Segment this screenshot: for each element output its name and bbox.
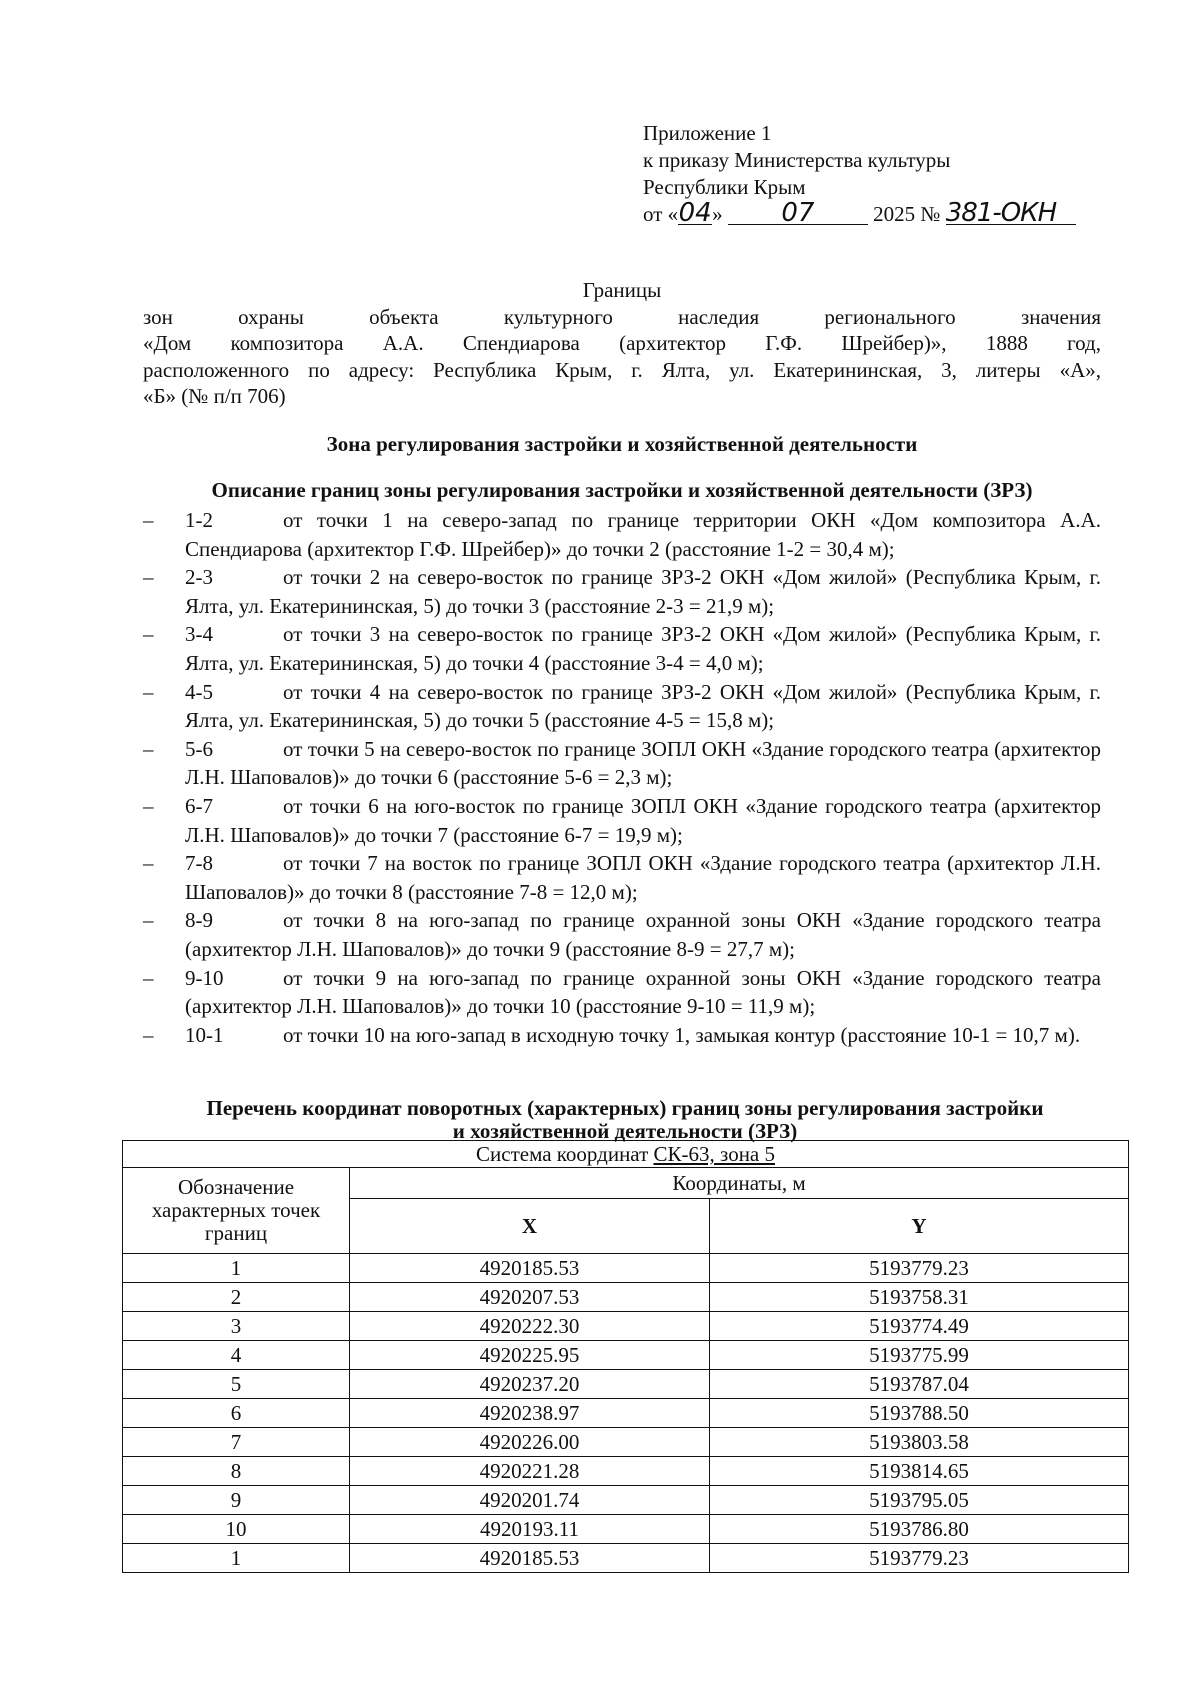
point-cell: 9 — [123, 1486, 350, 1515]
table-row — [123, 1428, 1129, 1457]
point-cell: 7 — [123, 1428, 350, 1457]
appendix-label: Приложение 1 — [643, 121, 772, 145]
x-cell: 4920201.74 — [350, 1486, 710, 1515]
segment-description: от точки 6 на юго-восток по границе ЗОПЛ ОКН «Здание городского театра (архитектор Л.Н. Шаповалов)» до точки 7 (расстояние 6-7 = 19,9 м); — [185, 793, 1101, 847]
segment-description: от точки 3 на северо-восток по границе ЗРЗ-2 ОКН «Дом жилой» (Республика Крым, г. Ялта, ул. Екатерининская, 5) до точки 4 (расстояние 3-4 = 4,0 м); — [185, 622, 1101, 675]
dash-bullet: – — [143, 851, 154, 876]
segment-id: 3-4 — [185, 622, 213, 647]
point-cell: 8 — [123, 1457, 350, 1486]
boundary-segments-list — [143, 506, 1101, 1049]
segment-description: от точки 2 на северо-восток по границе ЗРЗ-2 ОКН «Дом жилой» (Республика Крым, г. Ялта, ул. Екатерининская, 5) до точки 3 (расстояние 2-3 = 21,9 м); — [185, 565, 1101, 618]
y-cell: 5193803.58 — [710, 1428, 1129, 1457]
point-cell: 5 — [123, 1370, 350, 1399]
x-cell: 4920238.97 — [350, 1399, 710, 1428]
segment-description: от точки 5 на северо-восток по границе ЗОПЛ ОКН «Здание городского театра (архитектор Л.Н. Шаповалов)» до точки 6 (расстояние 5-6 = 2,3 м); — [185, 736, 1101, 790]
point-cell: 6 — [123, 1399, 350, 1428]
table-title-line: Перечень координат поворотных (характерных) границ зоны регулирования застройки — [206, 1096, 1044, 1120]
y-cell: 5193787.04 — [710, 1370, 1129, 1399]
y-cell: 5193786.80 — [710, 1515, 1129, 1544]
x-cell: 4920185.53 — [350, 1254, 710, 1283]
dash-bullet: – — [143, 508, 154, 532]
table-row — [123, 1254, 1129, 1283]
approval-block — [643, 120, 1076, 228]
coordinate-system-name: СК-63, зона 5 — [653, 1142, 776, 1166]
dash-bullet: – — [143, 736, 154, 761]
y-cell: 5193795.05 — [710, 1486, 1129, 1515]
order-year: 2025 № — [873, 202, 941, 226]
x-cell: 4920225.95 — [350, 1341, 710, 1370]
dash-bullet: – — [143, 965, 154, 990]
list-item — [143, 1021, 1101, 1050]
segment-id: 1-2 — [185, 508, 213, 532]
y-column-header: Y — [710, 1199, 1129, 1254]
point-cell: 10 — [123, 1515, 350, 1544]
table-row — [123, 1457, 1129, 1486]
y-cell: 5193788.50 — [710, 1399, 1129, 1428]
segment-id: 2-3 — [185, 565, 213, 590]
point-cell: 1 — [123, 1544, 350, 1573]
segment-description: от точки 1 на северо-запад по границе территории ОКН «Дом композитора А.А. Спендиарова (архитектор Г.Ф. Шрейбер)» до точки 2 (расстояние 1-2 = 30,4 м); — [185, 508, 1101, 561]
y-cell: 5193779.23 — [710, 1544, 1129, 1573]
segment-description: от точки 8 на юго-запад по границе охранной зоны ОКН «Здание городского театра (архитектор Л.Н. Шаповалов)» до точки 9 (расстояние 8-9 = 27,7 м); — [185, 908, 1101, 961]
list-item — [143, 506, 1101, 563]
segment-id: 5-6 — [185, 736, 213, 761]
coordinates-table — [122, 1140, 1129, 1573]
x-cell: 4920221.28 — [350, 1457, 710, 1486]
dash-bullet: – — [143, 622, 154, 647]
date-quote: » — [712, 202, 723, 226]
point-cell: 4 — [123, 1341, 350, 1370]
list-item — [143, 563, 1101, 620]
table-row — [123, 1486, 1129, 1515]
coordinates-column-header: Координаты, м — [350, 1168, 1129, 1199]
segment-id: 7-8 — [185, 851, 213, 876]
order-reference: к приказу Министерства культуры — [643, 148, 951, 172]
segment-id: 10-1 — [185, 1022, 224, 1047]
region-name: Республики Крым — [643, 175, 806, 199]
list-item — [143, 849, 1101, 906]
y-cell: 5193775.99 — [710, 1341, 1129, 1370]
y-cell: 5193774.49 — [710, 1312, 1129, 1341]
list-item — [143, 792, 1101, 849]
x-cell: 4920237.20 — [350, 1370, 710, 1399]
intro-line: «Б» (№ п/п 706) — [143, 383, 286, 408]
y-cell: 5193779.23 — [710, 1254, 1129, 1283]
table-row — [123, 1544, 1129, 1573]
dash-bullet: – — [143, 679, 154, 704]
table-row — [123, 1283, 1129, 1312]
table-row — [123, 1341, 1129, 1370]
intro-paragraph — [143, 304, 1101, 409]
coordinates-table-title — [122, 1097, 1128, 1143]
point-cell: 2 — [123, 1283, 350, 1312]
table-row — [123, 1312, 1129, 1341]
segment-description: от точки 4 на северо-восток по границе ЗРЗ-2 ОКН «Дом жилой» (Республика Крым, г. Ялта, ул. Екатерининская, 5) до точки 5 (расстояние 4-5 = 15,8 м); — [185, 679, 1101, 733]
date-prefix: от « — [643, 202, 679, 226]
coordinate-system-header — [123, 1141, 1129, 1168]
table-row — [123, 1370, 1129, 1399]
description-heading: Описание границ зоны регулирования застройки и хозяйственной деятельности (ЗРЗ) — [211, 478, 1033, 502]
dash-bullet: – — [143, 1022, 154, 1047]
segment-description: от точки 9 на юго-запад по границе охранной зоны ОКН «Здание городского театра (архитектор Л.Н. Шаповалов)» до точки 10 (расстояние 9-10 = 11,9 м); — [185, 965, 1101, 1019]
handwritten-order-number: 381-ОКН — [946, 202, 1076, 225]
x-cell: 4920222.30 — [350, 1312, 710, 1341]
segment-description: от точки 10 на юго-запад в исходную точку 1, замыкая контур (расстояние 10-1 = 10,7 м). — [283, 1022, 1081, 1047]
y-cell: 5193814.65 — [710, 1457, 1129, 1486]
y-cell: 5193758.31 — [710, 1283, 1129, 1312]
intro-line: «Дом композитора А.А. Спендиарова (архитектор Г.Ф. Шрейбер)», 1888 год, — [143, 331, 1101, 356]
x-cell: 4920226.00 — [350, 1428, 710, 1457]
x-cell: 4920193.11 — [350, 1515, 710, 1544]
list-item — [143, 678, 1101, 735]
dash-bullet: – — [143, 565, 154, 590]
segment-id: 9-10 — [185, 965, 224, 990]
table-title-line: и хозяйственной деятельности (ЗРЗ) — [452, 1119, 798, 1143]
segment-id: 4-5 — [185, 679, 213, 704]
order-date-line — [643, 198, 1076, 228]
point-cell: 1 — [123, 1254, 350, 1283]
zone-heading: Зона регулирования застройки и хозяйственной деятельности — [326, 432, 918, 456]
list-item — [143, 620, 1101, 677]
handwritten-month: 07 — [728, 202, 868, 225]
table-row — [123, 1515, 1129, 1544]
segment-description: от точки 7 на восток по границе ЗОПЛ ОКН «Здание городского театра (архитектор Л.Н. Шаповалов)» до точки 8 (расстояние 7-8 = 12,0 м); — [185, 851, 1101, 904]
table-row — [123, 1399, 1129, 1428]
x-column-header: X — [350, 1199, 710, 1254]
list-item — [143, 906, 1101, 963]
intro-line: зон охраны объекта культурного наследия регионального значения — [143, 305, 1101, 329]
list-item — [143, 735, 1101, 792]
document-title: Границы — [582, 278, 662, 302]
dash-bullet: – — [143, 908, 154, 933]
coordinate-system-prefix: Система координат — [476, 1142, 654, 1166]
segment-id: 8-9 — [185, 908, 213, 933]
x-cell: 4920185.53 — [350, 1544, 710, 1573]
list-item — [143, 964, 1101, 1021]
intro-line: расположенного по адресу: Республика Крым, г. Ялта, ул. Екатерининская, 3, литеры «А», — [143, 357, 1101, 382]
x-cell: 4920207.53 — [350, 1283, 710, 1312]
point-column-header: Обозначение характерных точек границ — [123, 1168, 350, 1254]
segment-id: 6-7 — [185, 793, 213, 818]
point-cell: 3 — [123, 1312, 350, 1341]
dash-bullet: – — [143, 793, 154, 818]
handwritten-day: 04 — [678, 198, 712, 228]
